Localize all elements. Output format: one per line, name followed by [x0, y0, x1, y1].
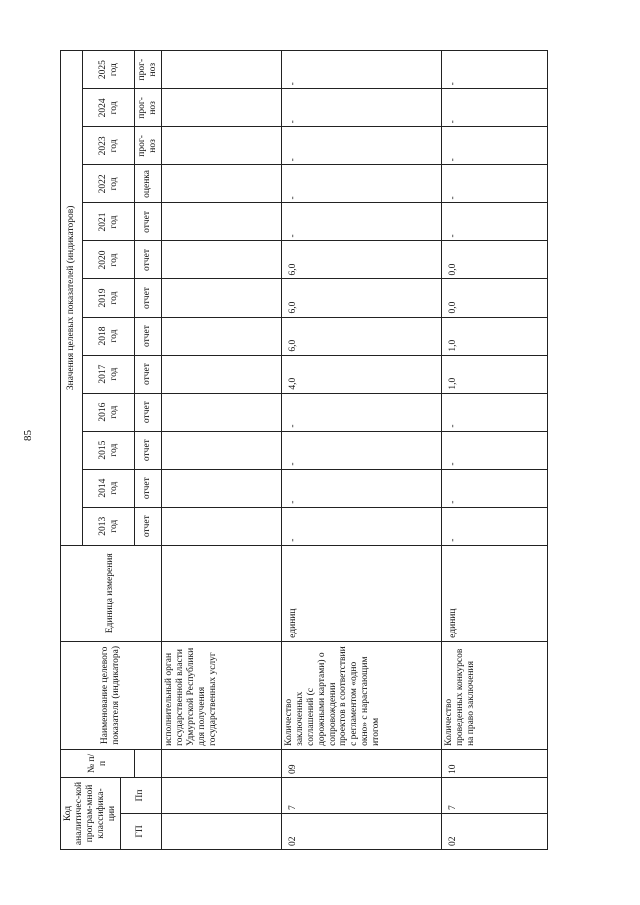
cell-value: -	[281, 469, 441, 507]
cell-value: -	[281, 127, 441, 165]
cell-value: 6,0	[281, 317, 441, 355]
cell-value	[161, 241, 281, 279]
header-type: отчет	[135, 507, 162, 545]
header-type: отчет	[135, 431, 162, 469]
header-type: отчет	[135, 241, 162, 279]
cell-value	[161, 507, 281, 545]
cell-pp: 7	[441, 777, 547, 813]
cell-value: -	[281, 203, 441, 241]
cell-name: Количество заключенных соглашений (с дорожными картами) о сопровождении проектов в соответствии с регламентом «одно окно» с нарастающим итогом	[281, 641, 441, 749]
table-row	[161, 51, 281, 850]
cell-value	[161, 165, 281, 203]
table-row	[281, 51, 441, 850]
header-code: Код аналитичес-кой програм-мной классифика-ции	[61, 777, 121, 849]
header-type: отчет	[135, 279, 162, 317]
header-year: 2021 год	[83, 203, 135, 241]
cell-name: исполнительный орган государственной власти Удмуртской Республики для получения государственных услуг	[161, 641, 281, 749]
cell-value: 1,0	[441, 355, 547, 393]
cell-value: -	[441, 507, 547, 545]
cell-value	[161, 317, 281, 355]
header-type: отчет	[135, 393, 162, 431]
cell-value: -	[441, 469, 547, 507]
cell-num	[161, 749, 281, 777]
cell-value	[161, 51, 281, 89]
header-type: прог-ноз	[135, 127, 162, 165]
page-number: 85	[22, 430, 34, 441]
header-year: 2015 год	[83, 431, 135, 469]
cell-value	[161, 355, 281, 393]
cell-value	[161, 279, 281, 317]
cell-value	[161, 89, 281, 127]
cell-value	[161, 431, 281, 469]
cell-num: 09	[281, 749, 441, 777]
cell-unit: единиц	[441, 545, 547, 641]
header-year: 2014 год	[83, 469, 135, 507]
header-type: оценка	[135, 165, 162, 203]
cell-value	[161, 127, 281, 165]
cell-value: -	[441, 431, 547, 469]
cell-value: -	[441, 393, 547, 431]
cell-gp: 02	[441, 813, 547, 849]
header-year: 2018 год	[83, 317, 135, 355]
header-values: Значения целевых показателей (индикаторов)	[61, 51, 83, 546]
cell-value: 6,0	[281, 241, 441, 279]
header-type: отчет	[135, 317, 162, 355]
header-num: № п/п	[61, 749, 135, 777]
header-gp: ГП	[121, 813, 162, 849]
cell-value: -	[281, 431, 441, 469]
header-type: прог-ноз	[135, 89, 162, 127]
header-year: 2025 год	[83, 51, 135, 89]
cell-value: 0,0	[441, 241, 547, 279]
header-year: 2024 год	[83, 89, 135, 127]
cell-name: Количество проведенных конкурсов на право заключения	[441, 641, 547, 749]
cell-value: -	[441, 89, 547, 127]
header-year: 2020 год	[83, 241, 135, 279]
cell-pp: 7	[281, 777, 441, 813]
cell-value: -	[441, 203, 547, 241]
cell-value: -	[281, 393, 441, 431]
cell-value: 0,0	[441, 279, 547, 317]
header-name: Наименование целевого показателя (индикатора)	[61, 641, 162, 749]
cell-unit	[161, 545, 281, 641]
cell-value: -	[281, 51, 441, 89]
header-year: 2017 год	[83, 355, 135, 393]
cell-value: 4,0	[281, 355, 441, 393]
cell-value: -	[441, 127, 547, 165]
cell-value: -	[281, 165, 441, 203]
cell-value	[161, 393, 281, 431]
cell-num: 10	[441, 749, 547, 777]
cell-value: 1,0	[441, 317, 547, 355]
cell-value	[161, 203, 281, 241]
header-year: 2016 год	[83, 393, 135, 431]
cell-unit: единиц	[281, 545, 441, 641]
cell-value: -	[441, 51, 547, 89]
indicators-table	[60, 50, 548, 850]
header-pp: Пп	[121, 777, 162, 813]
header-year: 2022 год	[83, 165, 135, 203]
cell-value	[161, 469, 281, 507]
header-year: 2019 год	[83, 279, 135, 317]
header-unit: Единица измерения	[61, 545, 162, 641]
header-type: отчет	[135, 355, 162, 393]
cell-value: -	[281, 89, 441, 127]
cell-gp	[161, 813, 281, 849]
cell-value: 6,0	[281, 279, 441, 317]
table-row	[441, 51, 547, 850]
cell-gp: 02	[281, 813, 441, 849]
header-type: отчет	[135, 203, 162, 241]
cell-pp	[161, 777, 281, 813]
header-year: 2013 год	[83, 507, 135, 545]
cell-value: -	[281, 507, 441, 545]
header-num-blank	[135, 749, 162, 777]
header-year: 2023 год	[83, 127, 135, 165]
header-type: отчет	[135, 469, 162, 507]
header-type: прог-ноз	[135, 51, 162, 89]
table-container	[60, 50, 530, 850]
cell-value: -	[441, 165, 547, 203]
